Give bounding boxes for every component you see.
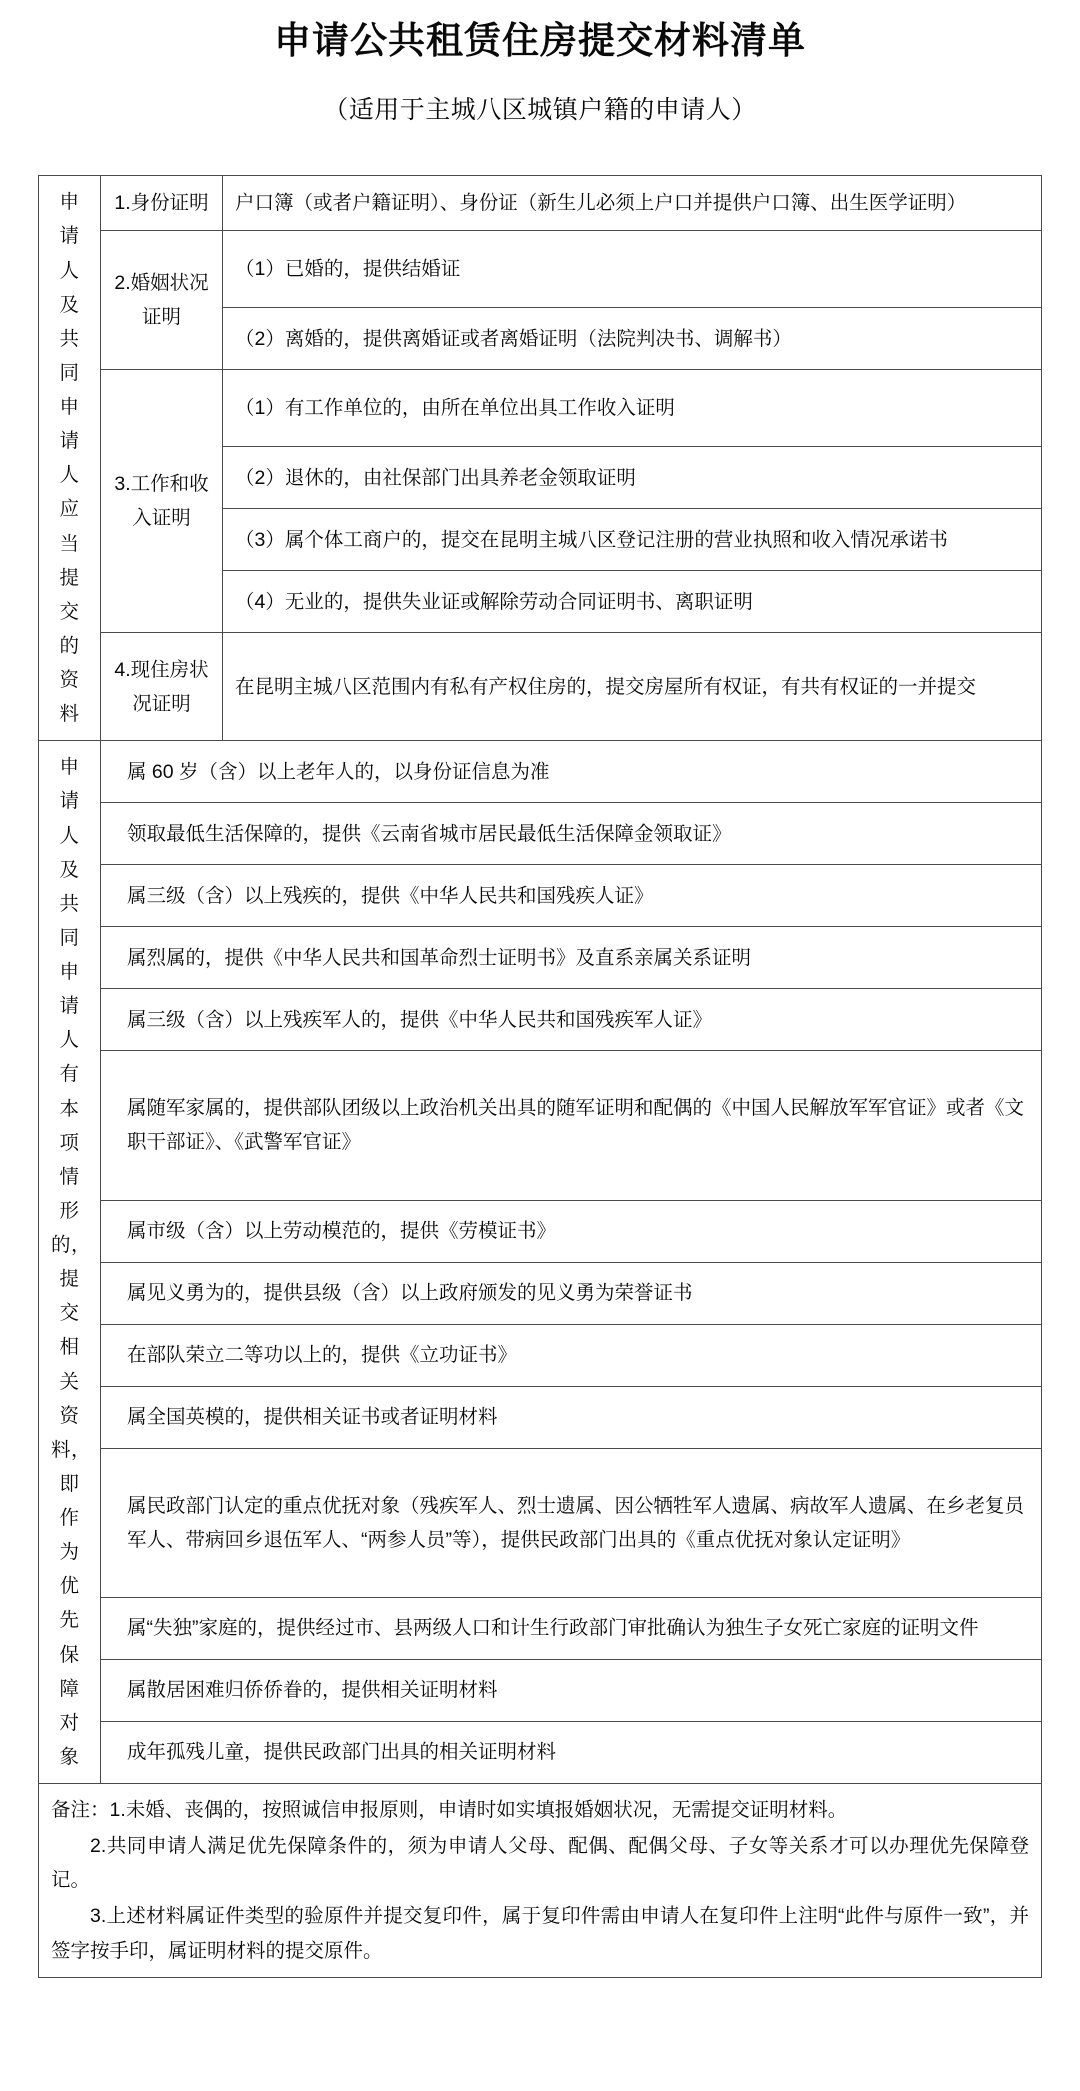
table-row <box>39 231 1042 308</box>
table-row <box>39 1598 1042 1660</box>
table-row <box>39 865 1042 927</box>
cell-priority-2: 领取最低生活保障的，提供《云南省城市居民最低生活保障金领取证》 <box>101 803 1042 865</box>
group-label-marriage: 2.婚姻状况证明 <box>101 231 223 370</box>
cell-priority-3: 属三级（含）以上残疾的，提供《中华人民共和国残疾人证》 <box>101 865 1042 927</box>
cell-priority-12: 属“失独”家庭的，提供经过市、县两级人口和计生行政部门审批确认为独生子女死亡家庭的证明文件 <box>101 1598 1042 1660</box>
cell-income-3: （3）属个体工商户的，提交在昆明主城八区登记注册的营业执照和收入情况承诺书 <box>223 509 1042 571</box>
table-row <box>39 370 1042 447</box>
cell-priority-10: 属全国英模的，提供相关证书或者证明材料 <box>101 1386 1042 1448</box>
cell-identity-1: 户口簿（或者户籍证明）、身份证（新生儿必须上户口并提供户口簿、出生医学证明） <box>223 176 1042 231</box>
group-label-identity: 1.身份证明 <box>101 176 223 231</box>
cell-priority-11: 属民政部门认定的重点优抚对象（残疾军人、烈士遗属、因公牺牲军人遗属、病故军人遗属、在乡老复员军人、带病回乡退伍军人、“两参人员”等），提供民政部门出具的《重点优抚对象认定证明》 <box>101 1448 1042 1597</box>
cell-priority-14: 成年孤残儿童，提供民政部门出具的相关证明材料 <box>101 1722 1042 1784</box>
page-title: 申请公共租赁住房提交材料清单 <box>274 20 806 61</box>
table-row <box>39 927 1042 989</box>
group-label-housing: 4.现住房状况证明 <box>101 633 223 741</box>
table-row <box>39 1324 1042 1386</box>
table-row <box>39 1660 1042 1722</box>
cell-priority-1: 属 60 岁（含）以上老年人的，以身份证信息为准 <box>101 741 1042 803</box>
materials-checklist-table <box>38 175 1042 1977</box>
table-row <box>39 633 1042 741</box>
section2-vertical-label: 申请人及共同申请人有本项情形的，提交相关资料，即作为优先保障对象 <box>39 741 101 1784</box>
table-row <box>39 1051 1042 1200</box>
notes-block <box>39 1784 1042 1978</box>
cell-priority-4: 属烈属的，提供《中华人民共和国革命烈士证明书》及直系亲属关系证明 <box>101 927 1042 989</box>
group-label-income: 3.工作和收入证明 <box>101 370 223 633</box>
cell-priority-6: 属随军家属的，提供部队团级以上政治机关出具的随军证明和配偶的《中国人民解放军军官证》或者《文职干部证》、《武警军官证》 <box>101 1051 1042 1200</box>
cell-marriage-2: （2）离婚的，提供离婚证或者离婚证明（法院判决书、调解书） <box>223 308 1042 370</box>
table-row <box>39 989 1042 1051</box>
cell-housing-1: 在昆明主城八区范围内有私有产权住房的，提交房屋所有权证，有共有权证的一并提交 <box>223 633 1042 741</box>
note-line-1: 备注：1.未婚、丧偶的，按照诚信申报原则，申请时如实填报婚姻状况，无需提交证明材料。 <box>51 1799 848 1821</box>
cell-income-1: （1）有工作单位的，由所在单位出具工作收入证明 <box>223 370 1042 447</box>
table-row <box>39 803 1042 865</box>
note-line-2: 2.共同申请人满足优先保障条件的，须为申请人父母、配偶、配偶父母、子女等关系才可以办理优先保障登记。 <box>51 1835 1029 1892</box>
table-row <box>39 1200 1042 1262</box>
table-row <box>39 1722 1042 1784</box>
table-row <box>39 1262 1042 1324</box>
note-line-3: 3.上述材料属证件类型的验原件并提交复印件，属于复印件需由申请人在复印件上注明“此件与原件一致”，并签字按手印，属证明材料的提交原件。 <box>51 1905 1029 1962</box>
cell-priority-9: 在部队荣立二等功以上的，提供《立功证书》 <box>101 1324 1042 1386</box>
table-row <box>39 1448 1042 1597</box>
table-row <box>39 1386 1042 1448</box>
table-row <box>39 176 1042 231</box>
cell-priority-8: 属见义勇为的，提供县级（含）以上政府颁发的见义勇为荣誉证书 <box>101 1262 1042 1324</box>
section1-vertical-label: 申请人及共同申请人应当提交的资料 <box>39 176 101 741</box>
table-row <box>39 741 1042 803</box>
cell-income-2: （2）退休的，由社保部门出具养老金领取证明 <box>223 447 1042 509</box>
cell-priority-7: 属市级（含）以上劳动模范的，提供《劳模证书》 <box>101 1200 1042 1262</box>
cell-priority-13: 属散居困难归侨侨眷的，提供相关证明材料 <box>101 1660 1042 1722</box>
cell-marriage-1: （1）已婚的，提供结婚证 <box>223 231 1042 308</box>
cell-income-4: （4）无业的，提供失业证或解除劳动合同证明书、离职证明 <box>223 571 1042 633</box>
table-row-notes <box>39 1784 1042 1978</box>
page-subtitle: （适用于主城八区城镇户籍的申请人） <box>323 96 757 125</box>
cell-priority-5: 属三级（含）以上残疾军人的，提供《中华人民共和国残疾军人证》 <box>101 989 1042 1051</box>
